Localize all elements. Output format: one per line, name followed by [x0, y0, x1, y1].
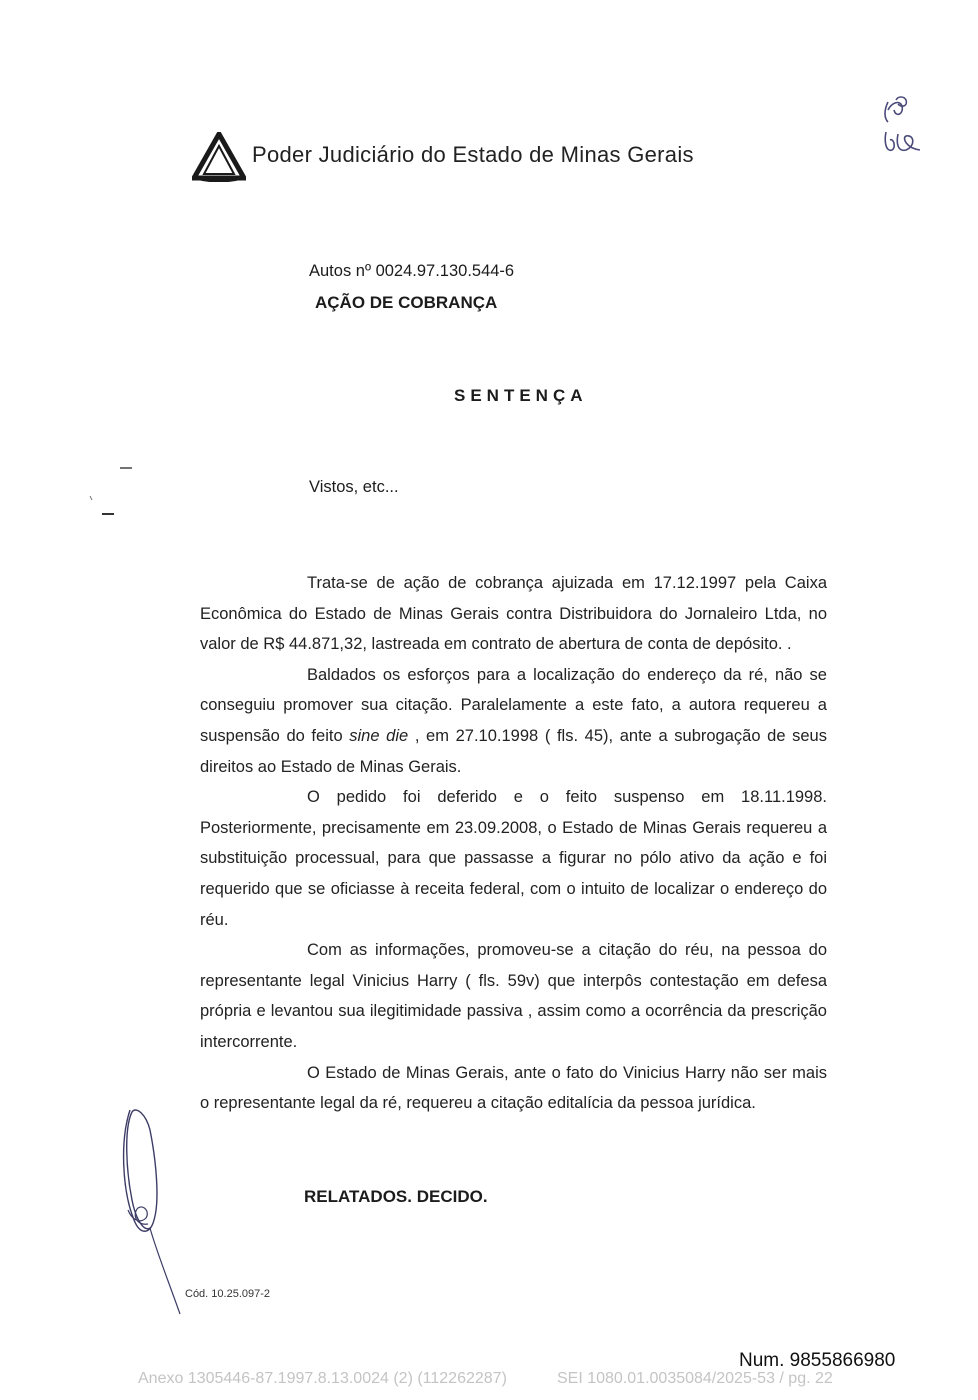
paragraph-2: [200, 660, 827, 782]
greeting: Vistos, etc...: [309, 478, 399, 496]
form-code: Cód. 10.25.097-2: [185, 1288, 271, 1300]
paragraph-5: O Estado de Minas Gerais, ante o fato do Vinicius Harry não ser mais o representante legal da ré, requereu a citação editalícia da pessoa jurídica.: [200, 1063, 827, 1113]
paragraph-2-part-b: , em 27.10.1998 ( fls. 45), ante a subrogação de seus direitos ao Estado de Minas Gerais.: [200, 726, 827, 776]
paragraph-3: O pedido foi deferido e o feito suspenso em 18.11.1998. Posteriormente, precisamente em 23.09.2008, o Estado de Minas Gerais requereu a substituição processual, para que passasse a figurar no pólo ativo da ação e foi requerido que se oficiasse à receita federal, com o intuito de localizar o endereço do réu.: [200, 788, 827, 929]
triangle-emblem-icon: [192, 132, 246, 182]
latin-term: sine die: [349, 726, 409, 745]
signature: [110, 1100, 190, 1320]
case-number: Autos nº 0024.97.130.544-6: [309, 262, 515, 280]
paragraph-1: Trata-se de ação de cobrança ajuizada em 17.12.1997 pela Caixa Econômica do Estado de Minas Gerais contra Distribuidora do Jornaleiro Ltda, no valor de R$ 44.871,32, lastreada em contrato de abertura de conta de depósito. .: [200, 574, 827, 654]
document-title: SENTENÇA: [454, 386, 588, 405]
court-name: Poder Judiciário do Estado de Minas Gerais: [252, 142, 694, 167]
action-type: AÇÃO DE COBRANÇA: [315, 293, 498, 312]
margin-marks: [88, 460, 138, 530]
footer-annex: Anexo 1305446-87.1997.8.13.0024 (2) (112262287): [138, 1370, 507, 1387]
paragraph-2-part-a: Baldados os esforços para a localização do endereço da ré, não se conseguiu promover sua citação. Paralelamente a este fato, a autora requereu a suspensão do feito: [200, 665, 827, 745]
handwritten-page-number: [876, 92, 936, 172]
footer-sei: SEI 1080.01.0035084/2025-53 / pg. 22: [557, 1370, 833, 1387]
paragraph-4: Com as informações, promoveu-se a citação do réu, na pessoa do representante legal Vinicius Harry ( fls. 59v) que interpôs contestação em defesa própria e levantou sua ilegitimidade passiva , assim como a ocorrência da prescrição intercorrente.: [200, 941, 827, 1051]
document-number: Num. 9855866980: [739, 1350, 896, 1371]
closing-statement: RELATADOS. DECIDO.: [304, 1187, 488, 1206]
body-text: [200, 568, 827, 1119]
